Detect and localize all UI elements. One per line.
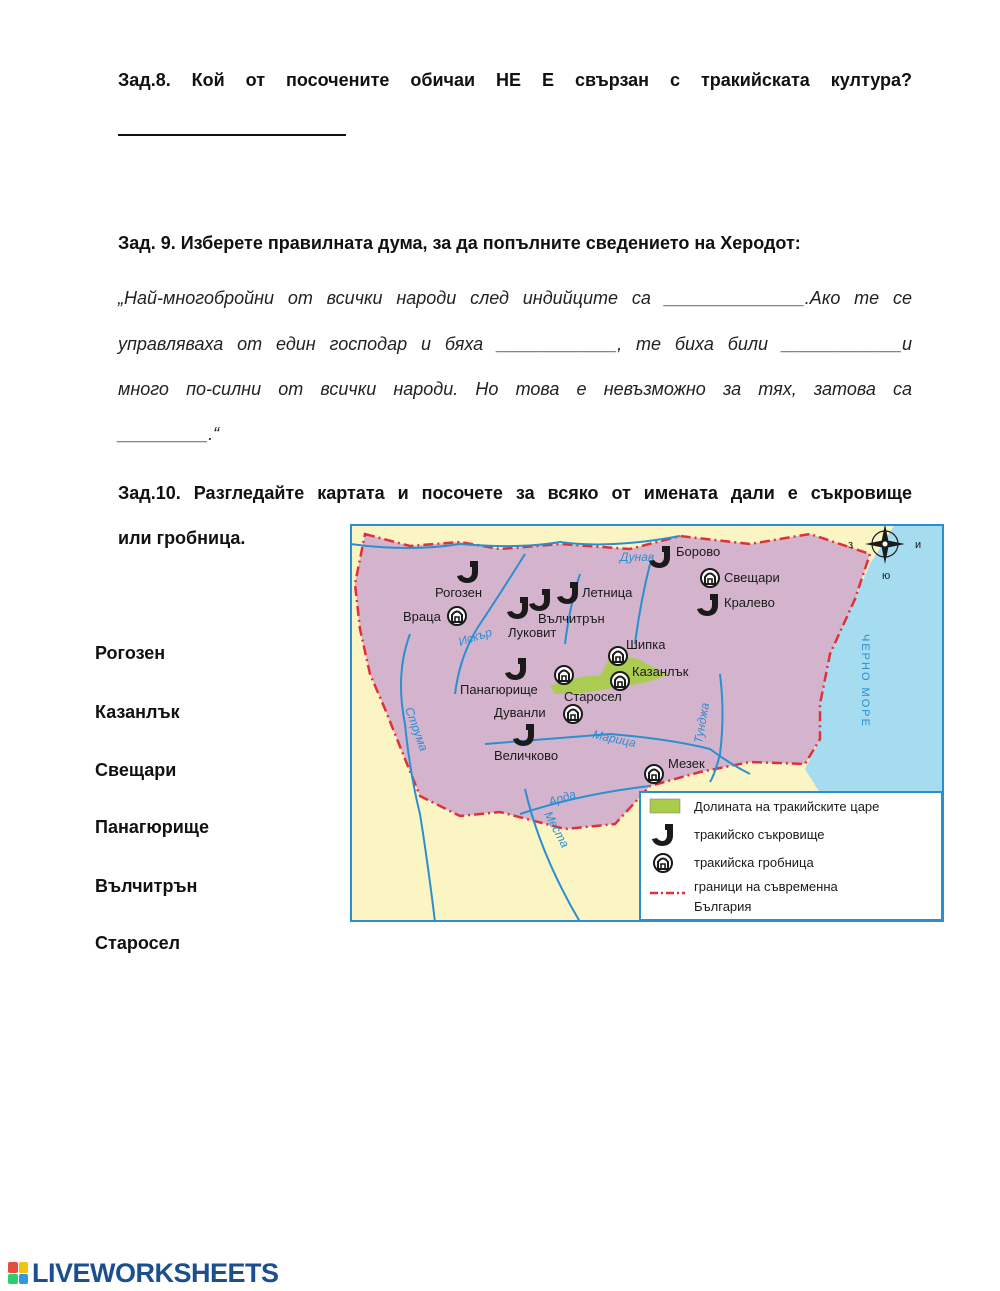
river-label-mesta: Места [541, 808, 573, 850]
place-vratsa: Враца [403, 609, 441, 624]
place-mezek: Мезек [668, 756, 705, 771]
site-label-rogozen: Рогозен [95, 643, 166, 663]
legend-valley: Долината на тракийските царе [694, 799, 880, 814]
place-valchitran: Вълчитрън [538, 611, 605, 626]
river-label-arda: Арда [546, 786, 578, 809]
herodotus-quote-line-2: управляваха от един господар и бяха ____________, те биха били ____________и [118, 334, 912, 354]
compass-west: з [848, 539, 854, 551]
tomb-icon-vratsa [448, 607, 466, 625]
place-panagyurishte: Панагюрище [460, 682, 538, 697]
site-label-valchitran: Вълчитрън [95, 876, 198, 896]
tomb-icon-sveshtari [701, 569, 719, 587]
compass-east: и [915, 539, 922, 551]
task9-title: Зад. 9. Изберете правилната дума, за да попълните сведението на Херодот: [118, 233, 801, 253]
place-rogozen: Рогозен [435, 585, 483, 600]
task10-question: Зад.10. Разгледайте картата и посочете за всяко от имената дали е съкровище [118, 483, 912, 503]
task8-answer-line[interactable] [118, 134, 346, 136]
task8-question: Зад.8. Кой от посочените обичаи НЕ Е свързан с тракийската култура? [118, 70, 912, 90]
tomb-icon-duvanli [564, 705, 582, 723]
legend-tomb-icon [654, 854, 672, 872]
river-label-danube: Дунав [620, 550, 655, 564]
river-label-tundzha: Тунджа [691, 701, 713, 745]
place-lukovit: Луковит [508, 625, 557, 640]
place-borovo: Борово [676, 544, 721, 559]
place-letnitsa: Летница [582, 585, 633, 600]
herodotus-quote-line-1: „Най-многобройни от всички народи след индийците са ______________.Ако те се [118, 288, 912, 308]
river-label-struma: Струма [402, 705, 431, 753]
logo-text: LIVEWORKSHEETS [32, 1257, 279, 1288]
place-duvanli: Дуванли [494, 705, 546, 720]
site-label-sveshtari: Свещари [95, 760, 177, 780]
legend-treasure: тракийско съкровище [694, 827, 825, 842]
tomb-icon-shipka [609, 647, 627, 665]
river-label-maritsa: Марица [591, 727, 638, 751]
task10-question-cont: или гробница. [118, 528, 246, 548]
place-sveshtari: Свещари [724, 570, 780, 585]
place-velichkovo: Величково [494, 748, 559, 763]
legend-tomb: тракийска гробница [694, 855, 814, 870]
herodotus-quote-line-4: _________.“ [118, 424, 220, 444]
tomb-icon-starosel [555, 666, 573, 684]
place-starosel: Старосел [564, 689, 622, 704]
place-kazanlak: Казанлък [632, 664, 689, 679]
river-label-iskar: Искър [456, 624, 494, 649]
site-label-panagyurishte: Панагюрище [95, 817, 209, 837]
herodotus-quote-line-3: много по-силни от всички народи. Но това е невъзможно за тях, затова са [118, 379, 912, 399]
compass-south: ю [882, 570, 891, 582]
place-shipka: Шипка [626, 637, 666, 652]
legend-border-2: България [694, 899, 752, 914]
liveworksheets-logo[interactable] [8, 1258, 279, 1288]
thracian-map [350, 524, 944, 922]
map-legend [640, 792, 942, 920]
site-label-starosel: Старосел [95, 933, 181, 953]
sea-label: ЧЕРНО МОРЕ [859, 634, 871, 728]
legend-border-1: граници на съвременна [694, 879, 838, 894]
tomb-icon-mezek [645, 765, 663, 783]
logo-grid-icon [8, 1262, 28, 1284]
tomb-icon-kazanlak [611, 672, 629, 690]
site-label-kazanlak: Казанлък [95, 702, 180, 722]
place-kralevo: Кралево [724, 595, 775, 610]
legend-valley-swatch [650, 799, 680, 813]
